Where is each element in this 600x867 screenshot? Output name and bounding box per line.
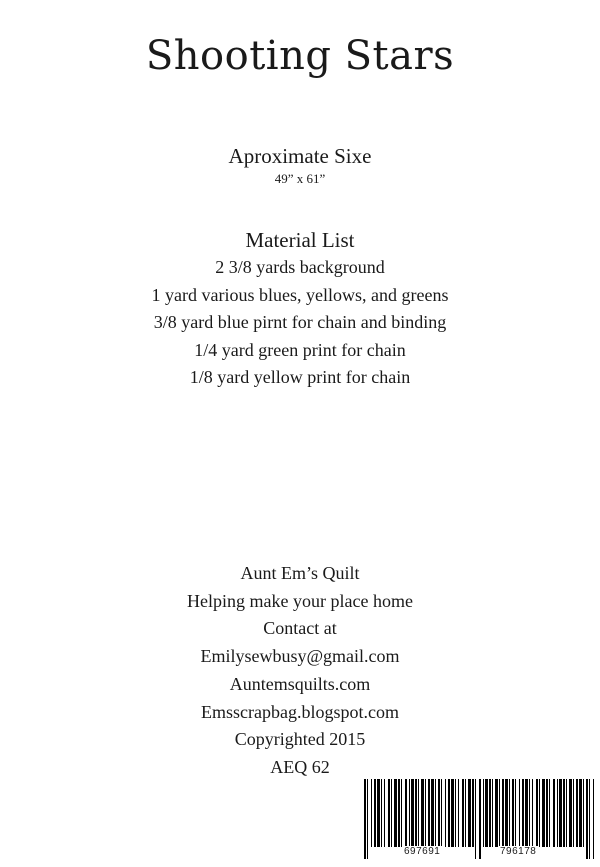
barcode-bar <box>519 779 520 847</box>
pattern-code: AEQ 62 <box>270 756 330 777</box>
barcode-bar <box>569 779 572 847</box>
contact-email: Emilysewbusy@gmail.com <box>200 646 400 667</box>
material-item: 1 yard various blues, yellows, and greens <box>151 284 449 305</box>
barcode-bar <box>546 779 548 847</box>
barcode-bar <box>505 779 508 847</box>
barcode-bar <box>566 779 567 847</box>
material-list <box>0 226 600 392</box>
barcode-bar <box>593 779 594 859</box>
barcode-bar <box>431 779 434 847</box>
barcode-bar <box>586 779 588 859</box>
barcode-bar <box>411 779 414 847</box>
barcode-bar <box>409 779 410 847</box>
barcode-bar <box>425 779 426 847</box>
material-list-heading: Material List <box>245 228 355 252</box>
barcode-bar <box>418 779 419 847</box>
barcode-bar <box>445 779 446 847</box>
barcode-bar <box>509 779 510 847</box>
barcode-bar <box>458 779 459 847</box>
contact-label: Contact at <box>263 618 337 639</box>
barcode-bar <box>532 779 533 847</box>
barcode-bar <box>394 779 397 847</box>
barcode-bar <box>415 779 417 847</box>
barcode-bar <box>475 779 476 859</box>
barcode-bar <box>428 779 430 847</box>
barcode-bar <box>495 779 498 847</box>
pattern-title: Shooting Stars <box>145 33 455 79</box>
barcode-bar <box>391 779 392 847</box>
barcode-bar <box>576 779 578 847</box>
barcode-bar <box>583 779 584 847</box>
barcode-bar <box>401 779 402 847</box>
barcode-bar <box>384 779 385 847</box>
barcode-bar <box>435 779 436 847</box>
barcode-bar <box>451 779 454 847</box>
barcode-bars <box>356 775 600 867</box>
barcode-bar <box>462 779 464 847</box>
barcode-bar <box>438 779 440 847</box>
material-item: 3/8 yard blue pirnt for chain and binding <box>153 312 447 332</box>
barcode-bar <box>512 779 514 847</box>
company-name: Aunt Em’s Quilt <box>240 563 360 583</box>
barcode-bar <box>367 779 368 859</box>
barcode-bar <box>421 779 424 847</box>
barcode-bar <box>522 779 524 847</box>
size-heading: Aproximate Sixe <box>228 144 372 168</box>
barcode-bar <box>573 779 574 847</box>
barcode-left-digits: 697691 <box>404 846 441 857</box>
barcode-bar <box>589 779 590 859</box>
material-item: 2 3/8 yards background <box>215 257 385 277</box>
barcode-bar <box>557 779 558 847</box>
barcode-bar <box>479 779 481 859</box>
barcode-bar <box>515 779 516 847</box>
barcode-bar <box>377 779 380 847</box>
barcode-bar <box>388 779 390 847</box>
barcode-bar <box>539 779 540 847</box>
barcode-bar <box>499 779 500 847</box>
barcode-bar <box>542 779 545 847</box>
barcode-bar <box>492 779 493 847</box>
barcode <box>356 775 600 867</box>
barcode-bar <box>579 779 582 847</box>
material-item: 1/4 yard green print for chain <box>194 339 406 360</box>
barcode-bar <box>468 779 471 847</box>
contact-blog: Emsscrapbag.blogspot.com <box>201 701 399 722</box>
barcode-bar <box>374 779 376 847</box>
barcode-bar <box>472 779 474 847</box>
barcode-bar <box>549 779 550 847</box>
barcode-bar <box>405 779 407 847</box>
contact-block <box>0 560 600 782</box>
barcode-bar <box>465 779 466 847</box>
barcode-bar <box>483 779 484 847</box>
barcode-bar <box>529 779 530 847</box>
barcode-bar <box>441 779 442 847</box>
material-item: 1/8 yard yellow print for chain <box>189 367 411 387</box>
barcode-bar <box>563 779 565 847</box>
company-tagline: Helping make your place home <box>187 590 413 611</box>
size-value: 49” x 61” <box>274 171 326 186</box>
barcode-bar <box>559 779 562 847</box>
barcode-bar <box>553 779 555 847</box>
barcode-bar <box>448 779 450 847</box>
barcode-bar <box>381 779 382 847</box>
copyright-line: Copyrighted 2015 <box>234 729 366 750</box>
barcode-bar <box>455 779 456 847</box>
barcode-bar <box>536 779 538 847</box>
barcode-bar <box>489 779 491 847</box>
barcode-bar <box>371 779 372 847</box>
barcode-bar <box>398 779 400 847</box>
barcode-bar <box>502 779 504 847</box>
barcode-bar <box>525 779 528 847</box>
barcode-bar <box>364 779 366 859</box>
barcode-right-digits: 796178 <box>500 846 537 857</box>
barcode-bar <box>485 779 488 847</box>
contact-website: Auntemsquilts.com <box>229 673 371 694</box>
